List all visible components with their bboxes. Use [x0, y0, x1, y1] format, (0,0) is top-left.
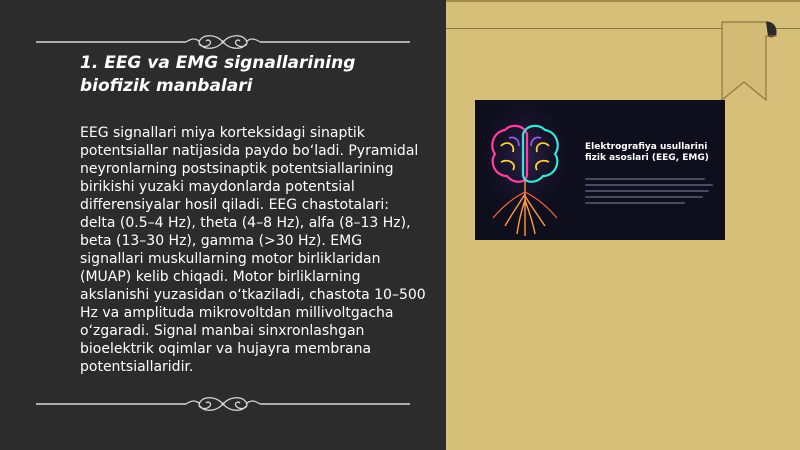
- image-text-line: [585, 184, 713, 186]
- bookmark-ribbon-icon: [718, 16, 778, 102]
- slide-title: 1. EEG va EMG signallarining biofizik manbalari: [80, 53, 356, 96]
- brain-neuron-icon: [475, 100, 575, 240]
- ornament-divider-top: [36, 32, 410, 52]
- slide-body-text: EEG signallari miya korteksidagi sinaptik potentsiallar natijasida paydo bo‘ladi. Pyramidal neyronlarning postsinaptik potentsiallarining birikishi yuzaki maydonlarda potentsial differensiyalar hosil qiladi. EEG chastotalari: delta (0.5–4 Hz), theta (4–8 Hz), alfa (8–13 Hz), beta (13–30 Hz), gamma (>30 Hz). EMG signallari muskullarning motor birliklaridan (MUAP) kelib chiqadi. Motor birliklarning akslanishi yuzasidan o‘tkaziladi, chastota 10–500 Hz va amplituda mikrovoltdan millivoltgacha o‘zgaradi. Signal manbai sinxronlashgan bioelektrik oqimlar va hujayra membrana potentsiallaridir.: [80, 125, 426, 375]
- image-text-line: [585, 178, 705, 180]
- eeg-emg-image: [475, 100, 725, 240]
- image-heading: Elektrografiya usullarini fizik asoslari (EEG, EMG): [585, 142, 709, 163]
- image-text-line: [585, 190, 709, 192]
- image-text-line: [585, 196, 703, 198]
- image-text-line: [585, 202, 685, 204]
- ornament-divider-bottom: [36, 394, 410, 414]
- top-stripe: [446, 0, 800, 2]
